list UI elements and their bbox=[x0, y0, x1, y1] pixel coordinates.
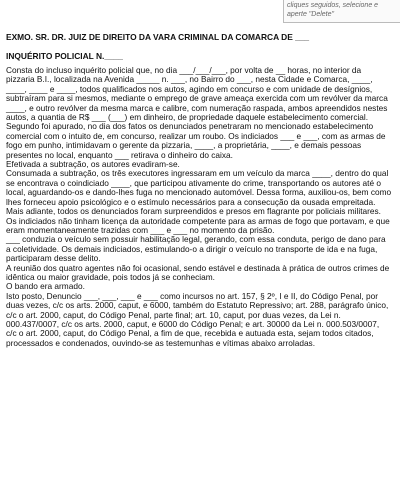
delete-hint-tooltip bbox=[283, 0, 400, 23]
paragraph: ___ conduzia o veículo sem possuir habilitação legal, gerando, com essa conduta, perigo de dano para a coletividade. Os demais indiciados, estimulando-o a dirigir o veículo no transporte de ida e na fuga, participaram desse delito. bbox=[6, 234, 386, 264]
paragraph: O bando era armado. bbox=[6, 281, 85, 292]
document-subheader: INQUÉRITO POLICIAL N.____ bbox=[6, 51, 123, 61]
paragraph: Efetivada a subtração, os autores evadiram-se. bbox=[6, 159, 180, 170]
tooltip-line: aperte "Delete" bbox=[287, 10, 334, 18]
tooltip-line: cliques seguidos, selecione e bbox=[287, 2, 379, 9]
paragraph: Segundo foi apurado, no dia dos fatos os denunciados penetraram no mencionado estabelecimento comercial com o intuito de, em concurso, realizar um roubo. Os indiciados ___ e ___, com as armas de fogo em punho, intimidavam o gerente da pizzaria, ____, a proprietária, ____, e demais pessoas presentes no local, enquanto ___ retirava o dinheiro do caixa. bbox=[6, 121, 386, 160]
paragraph: Consta do incluso inquérito policial que, no dia ___/___/___, por volta de __ horas, no interior da pizzaria B.I., localizada na Avenida _____ n. ___, no Bairro do ___, nesta Cidade e Comarca, ____, ____, ____ e ____, todos qualificados nos autos, agindo em concurso e com unidade de desígnios, subtraíram para si mesmos, mediante o emprego de grave ameaça exercida com um revólver da marca ____, e outro revólver da mesma marca e calibre, com numeração raspada, ambos apreendidos nestes autos, a quantia de R$ ___ (___) em dinheiro, de propriedade daquele estabelecimento comercial. bbox=[6, 65, 388, 123]
paragraph: Consumada a subtração, os três executores ingressaram em um veículo da marca ____, dentro do qual se encontrava o coindiciado ____, que participou ativamente do crime, transportando os autores até o local, aguardando-os e dando-lhes fuga no mencionado automóvel. Dessa forma, auxiliou-os, bem como lhes forneceu apoio psicológico e o estímulo necessários para a consecução da ousada empreitada. bbox=[6, 168, 392, 207]
paragraph: Mais adiante, todos os denunciados foram surpreendidos e presos em flagrante por policiais militares. bbox=[6, 206, 381, 217]
document-body bbox=[6, 32, 392, 348]
paragraph: Isto posto, Denuncio ___, ___, ___ e ___ como incursos no art. 157, § 2º, I e II, do Código Penal, por duas vezes, c/c os arts. 2000, caput, e 6000, também do Estatuto Repressivo; art. 288, parágrafo único, c/c o art. 2000, caput, do Código Penal, parte final; art. 10, caput, por duas vezes, da Lei n. 000.437/0007, c/c os arts. 2000, caput, e 6000 do Código Penal; e art. 30000 da Lei n. 000.503/0007, c/c o art. 2000, caput, do Código Penal, a fim de que, recebida e autuada esta, sejam todos citados, processados e condenados, ouvindo-se as testemunhas e vítimas abaixo arroladas. bbox=[6, 290, 389, 348]
paragraph: Os indiciados não tinham licença da autoridade competente para as armas de fogo que portavam, e que eram momentaneamente trazidas com ___ e ___ no momento da prisão. bbox=[6, 215, 390, 235]
document-header: EXMO. SR. DR. JUIZ DE DIREITO DA VARA CRIMINAL DA COMARCA DE ___ bbox=[6, 32, 310, 42]
paragraph: A reunião dos quatro agentes não foi ocasional, sendo estável e destinada à prática de outros crimes de idêntica ou maior gravidade, pois todos já se conheciam. bbox=[6, 262, 390, 282]
